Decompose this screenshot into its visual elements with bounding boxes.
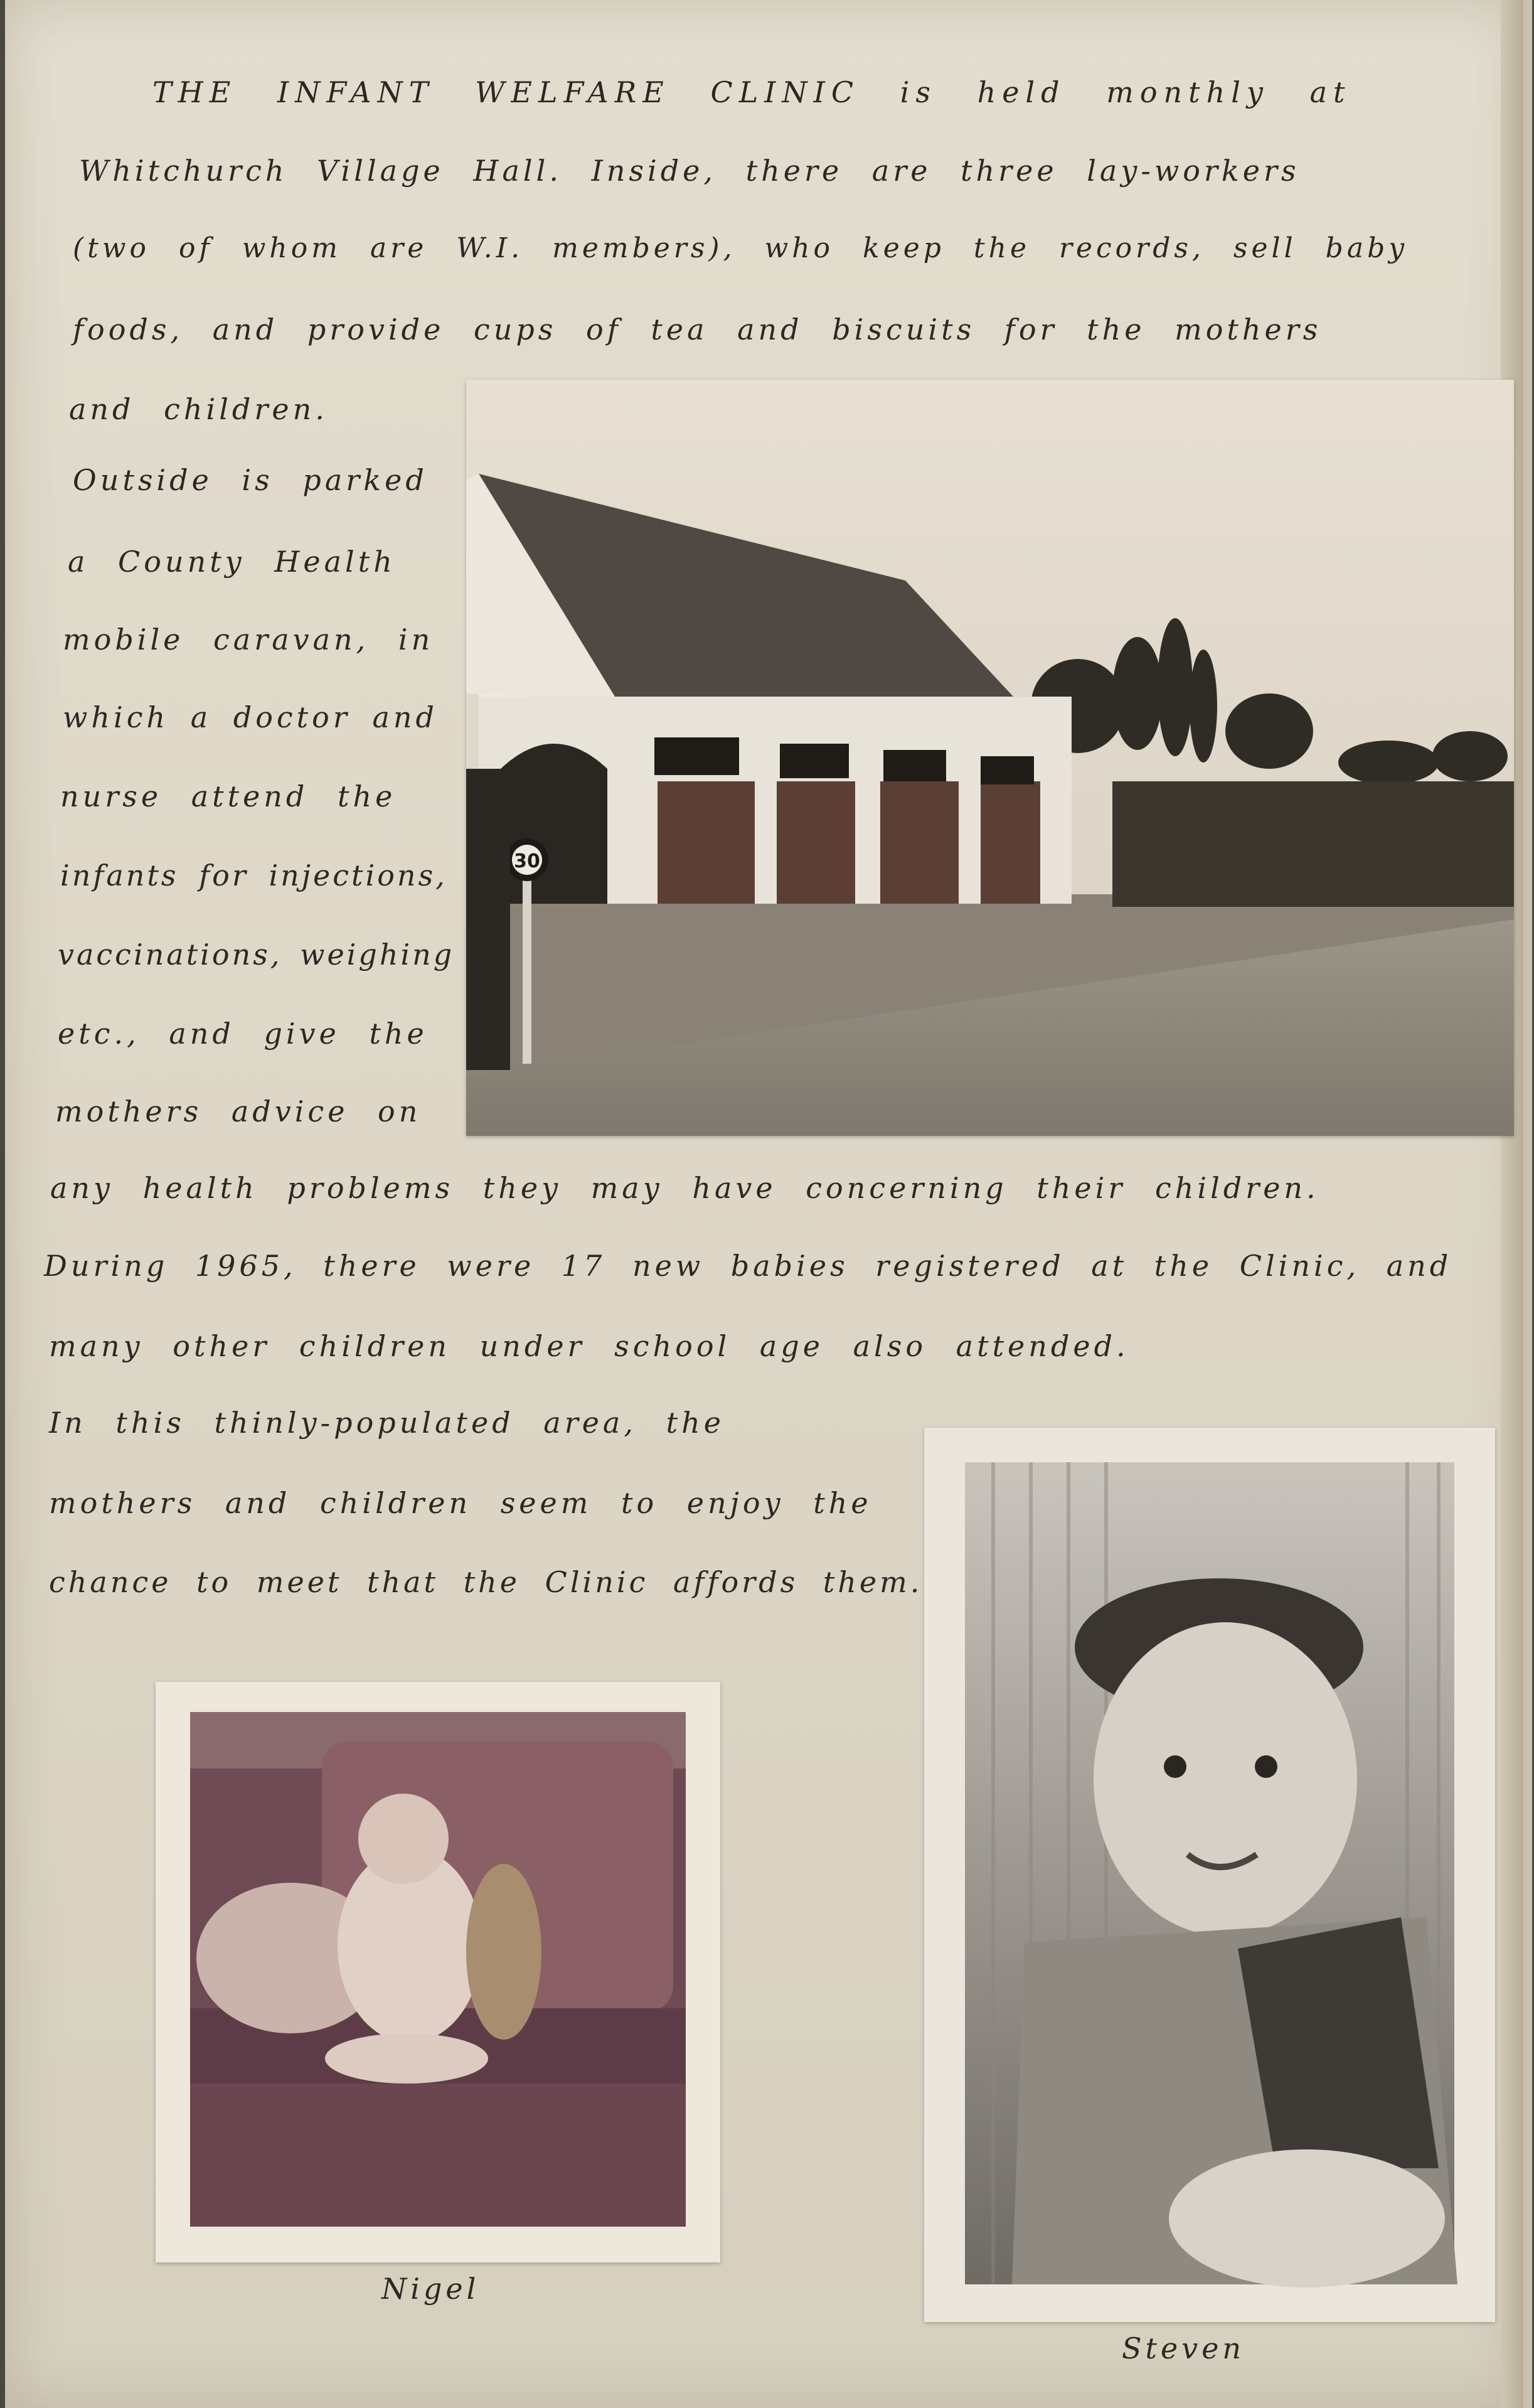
village-hall-image bbox=[466, 380, 1514, 1136]
text-line-9: which a doctor and bbox=[63, 700, 438, 734]
village-hall-photo bbox=[466, 380, 1514, 1136]
text-line-13: etc., and give the bbox=[58, 1017, 428, 1051]
text-line-10: nurse attend the bbox=[60, 779, 397, 813]
text-line-16: During 1965, there were 17 new babies registered at the Clinic, and bbox=[44, 1249, 1452, 1283]
text-line-2: Whitchurch Village Hall. Inside, there are three lay-workers bbox=[79, 154, 1300, 188]
text-line-3: (two of whom are W.I. members), who keep the records, sell baby bbox=[73, 232, 1409, 264]
text-line-4: foods, and provide cups of tea and biscuits for the mothers bbox=[73, 313, 1322, 346]
text-line-15: any health problems they may have concerning their children. bbox=[50, 1171, 1319, 1205]
nigel-image bbox=[156, 1682, 720, 2262]
steven-caption: Steven bbox=[1122, 2331, 1245, 2365]
steven-image bbox=[924, 1428, 1495, 2322]
speed-limit-sign: 30 bbox=[514, 850, 540, 872]
nigel-photo bbox=[156, 1682, 720, 2262]
album-spine bbox=[1501, 0, 1523, 2408]
text-line-8: mobile caravan, in bbox=[63, 623, 434, 656]
text-line-1: THE INFANT WELFARE CLINIC is held monthly at bbox=[152, 75, 1351, 109]
text-line-6: Outside is parked bbox=[73, 463, 428, 497]
text-line-5: and children. bbox=[69, 392, 328, 426]
text-line-18: In this thinly-populated area, the bbox=[49, 1406, 725, 1440]
text-line-7: a County Health bbox=[68, 545, 396, 579]
album-page bbox=[5, 0, 1532, 2408]
nigel-caption: Nigel bbox=[381, 2272, 480, 2306]
text-line-11: infants for injections, bbox=[60, 859, 447, 892]
text-line-14: mothers advice on bbox=[55, 1094, 422, 1128]
steven-photo bbox=[924, 1428, 1495, 2322]
text-line-19: mothers and children seem to enjoy the bbox=[49, 1486, 872, 1520]
text-line-20: chance to meet that the Clinic affords them. bbox=[49, 1565, 923, 1599]
text-line-17: many other children under school age also attended. bbox=[49, 1329, 1129, 1363]
text-line-12: vaccinations, weighing bbox=[58, 938, 455, 971]
